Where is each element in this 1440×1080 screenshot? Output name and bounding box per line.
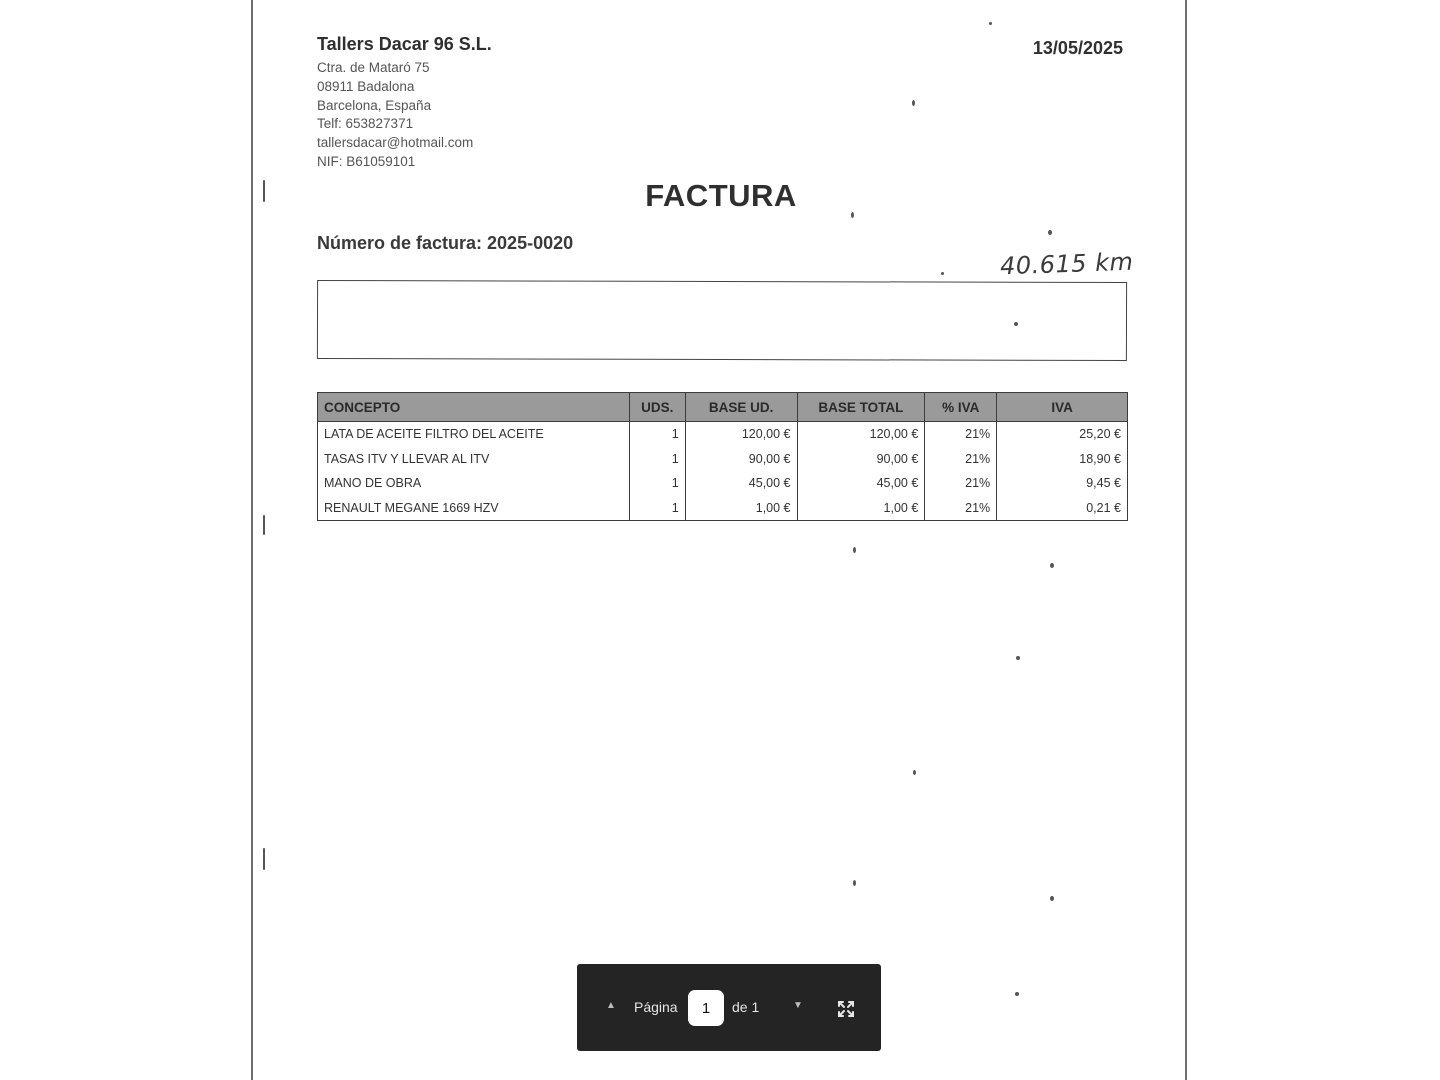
document-page xyxy=(251,0,1187,1080)
fit-to-page-button[interactable] xyxy=(837,1000,855,1018)
table-row xyxy=(318,471,1128,496)
company-name: Tallers Dacar 96 S.L. xyxy=(317,34,492,54)
cell-base-total: 120,00 € xyxy=(797,422,925,447)
header-units: UDS. xyxy=(629,393,685,422)
scan-mark xyxy=(913,770,916,775)
cell-concept: MANO DE OBRA xyxy=(318,471,630,496)
cell-units: 1 xyxy=(629,471,685,496)
cell-base-total: 1,00 € xyxy=(797,496,925,521)
page-count-label: de 1 xyxy=(732,999,760,1015)
cell-vat: 0,21 € xyxy=(997,496,1128,521)
invoice-date: 13/05/2025 xyxy=(1032,38,1123,58)
scan-mark xyxy=(1016,656,1020,660)
cell-base-total: 90,00 € xyxy=(797,447,925,472)
document-title: FACTURA xyxy=(645,178,797,213)
cell-base-unit: 120,00 € xyxy=(685,422,797,447)
cell-units: 1 xyxy=(629,447,685,472)
company-address-line: 08911 Badalona xyxy=(317,78,415,94)
cell-vat-percent: 21% xyxy=(925,471,997,496)
cell-base-unit: 90,00 € xyxy=(685,447,797,472)
handwritten-mileage-note: 40.615 km xyxy=(999,247,1134,281)
scan-mark xyxy=(1050,896,1054,901)
scan-mark xyxy=(851,212,854,218)
fit-to-page-icon xyxy=(837,1000,855,1018)
items-table xyxy=(317,392,1128,521)
scan-mark xyxy=(941,272,944,275)
company-address-line: Ctra. de Mataró 75 xyxy=(317,60,430,75)
company-email: tallersdacar@hotmail.com xyxy=(317,135,474,151)
header-vat-percent: % IVA xyxy=(925,393,997,422)
company-nif: NIF: B61059101 xyxy=(317,153,416,169)
cell-concept: RENAULT MEGANE 1669 HZV xyxy=(318,496,630,521)
cell-concept: LATA DE ACEITE FILTRO DEL ACEITE xyxy=(318,422,630,447)
scan-mark xyxy=(263,515,265,535)
chevron-up-icon: ▲ xyxy=(606,1000,616,1011)
cell-vat: 18,90 € xyxy=(997,447,1128,472)
scan-mark xyxy=(1015,992,1019,996)
cell-vat-percent: 21% xyxy=(925,422,997,447)
scan-mark xyxy=(853,547,856,553)
cell-base-total: 45,00 € xyxy=(797,471,925,496)
cell-concept: TASAS ITV Y LLEVAR AL ITV xyxy=(318,447,630,472)
company-address-line: Barcelona, España xyxy=(317,97,432,113)
scan-mark xyxy=(912,100,915,106)
cell-base-unit: 1,00 € xyxy=(685,496,797,521)
cell-vat: 9,45 € xyxy=(997,471,1128,496)
scan-mark xyxy=(263,180,265,202)
scan-mark xyxy=(853,880,856,886)
cell-vat: 25,20 € xyxy=(997,422,1128,447)
cell-vat-percent: 21% xyxy=(925,447,997,472)
cell-base-unit: 45,00 € xyxy=(685,471,797,496)
table-row xyxy=(318,447,1128,472)
chevron-down-icon: ▼ xyxy=(793,1000,803,1011)
page-navigation-toolbar xyxy=(577,964,881,1051)
scan-mark xyxy=(1050,563,1054,568)
company-info xyxy=(317,34,492,172)
client-box xyxy=(317,280,1127,361)
scan-mark xyxy=(263,848,265,870)
table-row xyxy=(318,496,1128,521)
cell-vat-percent: 21% xyxy=(925,496,997,521)
scan-mark xyxy=(1048,230,1052,235)
invoice-number: Número de factura: 2025-0020 xyxy=(317,233,574,253)
cell-units: 1 xyxy=(629,422,685,447)
header-base-total: BASE TOTAL xyxy=(797,393,925,422)
next-page-button[interactable] xyxy=(790,998,806,1014)
table-header-row xyxy=(318,393,1128,422)
header-base-unit: BASE UD. xyxy=(685,393,797,422)
header-vat: IVA xyxy=(997,393,1128,422)
scan-mark xyxy=(1014,322,1018,326)
company-phone: Telf: 653827371 xyxy=(317,116,414,132)
page-number-input[interactable] xyxy=(688,990,724,1026)
previous-page-button[interactable] xyxy=(603,998,619,1014)
scan-mark xyxy=(989,22,992,25)
header-concept: CONCEPTO xyxy=(318,393,630,422)
table-row xyxy=(318,422,1128,447)
page-label: Página xyxy=(634,999,678,1015)
cell-units: 1 xyxy=(629,496,685,521)
